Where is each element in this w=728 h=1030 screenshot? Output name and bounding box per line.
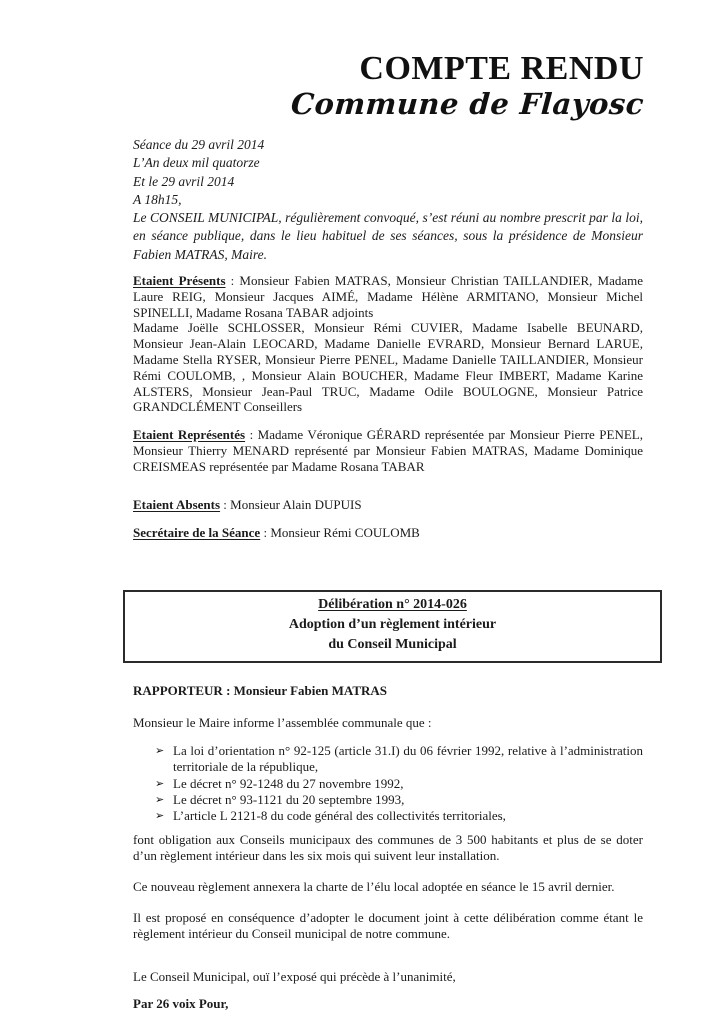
absents-paragraph — [133, 497, 643, 513]
session-time-line: A 18h15, — [133, 191, 182, 207]
list-item — [133, 776, 643, 792]
list-item-text: Le décret n° 92-1248 du 27 novembre 1992, — [173, 775, 404, 791]
presents-label: Etaient Présents — [133, 273, 226, 289]
absents-label: Etaient Absents — [133, 496, 221, 512]
annexe-paragraph: Ce nouveau règlement annexera la charte de l’élu local adoptée en séance le 15 avril dernier. — [133, 879, 615, 895]
represented-names: : Madame Véronique GÉRARD représentée par Monsieur Pierre PENEL, Monsieur Thierry MENARD représenté par Monsieur Fabien MATRAS, Madame Dominique CREISMEAS représentée par Madame Rosana TABAR — [133, 427, 643, 474]
document-body — [133, 136, 643, 1011]
deliberation-title-line2: du Conseil Municipal — [328, 637, 457, 653]
list-item — [133, 743, 643, 776]
session-intro-paragraph: Le CONSEIL MUNICIPAL, régulièrement convoqué, s’est réuni au nombre prescrit par la loi, en séance publique, dans le lieu habituel de ses séances, sous la présidence de Monsieur Fabien MATRAS, Maire. — [133, 210, 643, 262]
deliberation-title-line1: Adoption d’un règlement intérieur — [288, 617, 497, 633]
presents-paragraph-conseillers: Madame Joëlle SCHLOSSER, Monsieur Rémi CUVIER, Madame Isabelle BEUNARD, Monsieur Jean-Alain LEOCARD, Madame Danielle EVRARD, Monsieur Bernard LARUE, Madame Stella RYSER, Monsieur Pierre PENEL, Madame Danielle TAILLANDIER, Monsieur Rémi COULOMB, , Monsieur Alain BOUCHER, Madame Fleur IMBERT, Madame Karine ALSTERS, Monsieur Jean-Paul TRUC, Madame Odile BOULOGNE, Monsieur Patrice GRANDCLÉMENT Conseillers — [133, 320, 643, 415]
represented-label: Etaient Représentés — [133, 427, 246, 443]
absents-names: : Monsieur Alain DUPUIS — [220, 496, 362, 512]
session-year-line: L’An deux mil quatorze — [133, 155, 260, 171]
vote-result-line: Par 26 voix Pour, — [133, 995, 229, 1011]
deliberation-box — [123, 590, 662, 663]
document-header — [133, 50, 644, 121]
secretary-paragraph — [133, 525, 643, 541]
session-date-line: Séance du 29 avril 2014 — [133, 137, 265, 152]
obligation-paragraph: font obligation aux Conseils municipaux des communes de 3 500 habitants et plus de se doter d’un règlement intérieur dans les six mois qui suivent leur installation. — [133, 831, 643, 863]
conseil-paragraph: Le Conseil Municipal, ouï l’exposé qui précède à l’unanimité, — [133, 968, 456, 984]
arrow-bullet-icon: ➢ — [155, 809, 165, 823]
list-item — [133, 792, 643, 808]
session-block — [133, 136, 643, 264]
presents-names-adjoints: : Monsieur Fabien MATRAS, Monsieur Christian TAILLANDIER, Madame Laure REIG, Monsieur Jacques AIMÉ, Madame Hélène ARMITANO, Monsieur Michel SPINELLI, Madame Rosana TABAR adjoints — [133, 273, 644, 320]
secretary-name: : Monsieur Rémi COULOMB — [260, 525, 420, 541]
arrow-bullet-icon: ➢ — [155, 776, 165, 790]
list-item-text: L’article L 2121-8 du code général des collectivités territoriales, — [173, 808, 506, 824]
arrow-bullet-icon: ➢ — [155, 743, 165, 757]
list-item-text: Le décret n° 93-1121 du 20 septembre 1993, — [173, 792, 405, 808]
list-item — [133, 808, 643, 824]
rapporteur-line: RAPPORTEUR : Monsieur Fabien MATRAS — [133, 683, 388, 699]
secretary-label: Secrétaire de la Séance — [133, 525, 261, 541]
presents-paragraph — [133, 273, 643, 320]
page-title: COMPTE RENDU — [359, 50, 644, 87]
session-date-repeat-line: Et le 29 avril 2014 — [133, 173, 235, 189]
represented-paragraph — [133, 427, 643, 474]
commune-subtitle: Commune de Flayosc — [289, 87, 646, 121]
legal-references-list — [133, 743, 643, 825]
informe-paragraph: Monsieur le Maire informe l’assemblée communale que : — [133, 715, 432, 731]
propose-paragraph: Il est proposé en conséquence d’adopter le document joint à cette délibération comme étant le règlement intérieur du Conseil municipal de notre commune. — [133, 910, 643, 942]
deliberation-number: Délibération n° 2014-026 — [318, 597, 467, 613]
arrow-bullet-icon: ➢ — [155, 793, 165, 807]
list-item-text: La loi d’orientation n° 92-125 (article 31.I) du 06 février 1992, relative à l’administration territoriale de la république, — [173, 742, 643, 775]
